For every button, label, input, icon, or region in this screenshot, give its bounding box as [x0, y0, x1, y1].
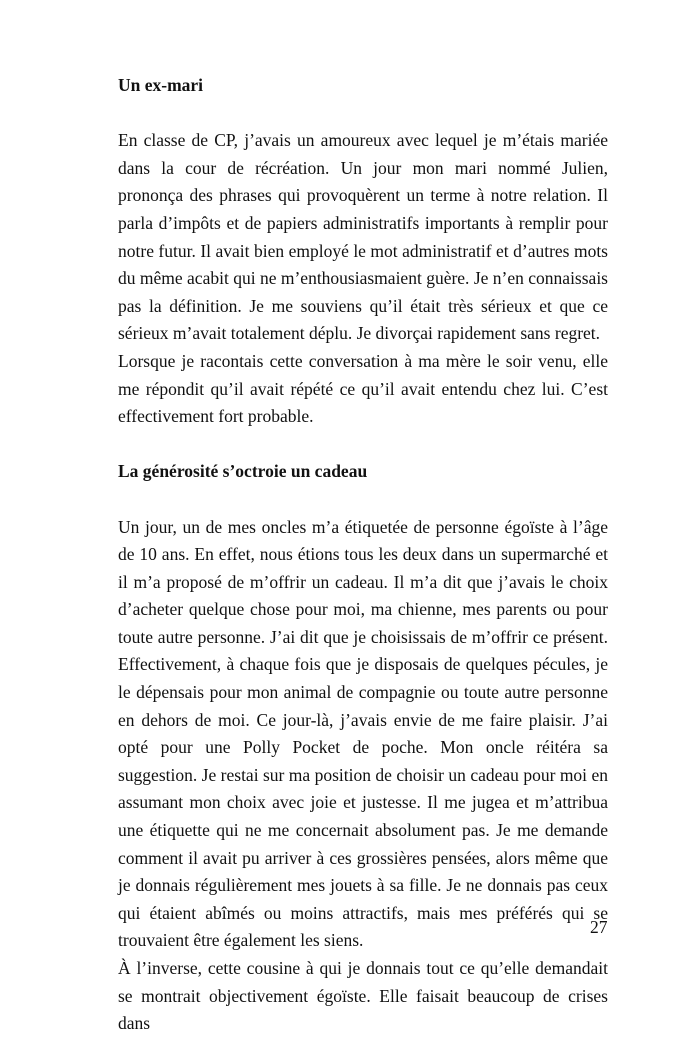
- paragraph: Un jour, un de mes oncles m’a étiquetée de personne égoïste à l’âge de 10 ans. En effet, nous étions tous les deux dans un supermarché et il m’a proposé de m’offrir un cadeau. Il m’a dit que j’avais le choix d’acheter quelque chose pour moi, ma chienne, mes parents ou pour toute autre personne. J’ai dit que je choisissais de m’offrir ce présent. Effectivement, à chaque fois que je disposais de quelques pécules, je le dépensais pour mon animal de compagnie ou toute autre personne en dehors de moi. Ce jour-là, j’avais envie de me faire plaisir. J’ai opté pour une Polly Pocket de poche. Mon oncle réitéra sa suggestion. Je restai sur ma position de choisir un cadeau pour moi en assumant mon choix avec joie et justesse. Il me jugea et m’attribua une étiquette qui ne me concernait absolument pas. Je me demande comment il avait pu arriver à ces grossières pensées, alors même que je donnais régulièrement mes jouets à sa fille. Je ne donnais pas ceux qui étaient abîmés ou moins attractifs, mais mes préférés qui se trouvaient être également les siens.: [118, 516, 608, 951]
- page-number: 27: [590, 917, 608, 937]
- paragraph: En classe de CP, j’avais un amoureux avec lequel je m’étais mariée dans la cour de récréation. Un jour mon mari nommé Julien, prononça des phrases qui provoquèrent un terme à notre relation. Il parla d’impôts et de papiers administratifs importants à remplir pour notre futur. Il avait bien employé le mot administratif et d’autres mots du même acabit qui ne m’enthousiasmaient guère. Je n’en connaissais pas la définition. Je me souviens qu’il était très sérieux et que ce sérieux m’avait totalement déplu. Je divorçai rapidement sans regret.: [118, 130, 608, 344]
- paragraph: À l’inverse, cette cousine à qui je donnais tout ce qu’elle demandait se montrait objectivement égoïste. Elle faisait beaucoup de crises dans: [118, 958, 608, 1034]
- section-title-ex-mari: Un ex-mari: [118, 75, 204, 95]
- page-body: [118, 72, 608, 1038]
- paragraph: Lorsque je racontais cette conversation à ma mère le soir venu, elle me répondit qu’il avait répété ce qu’il avait entendu chez lui. C’est effectivement fort probable.: [118, 350, 608, 427]
- section-title-generosite: La générosité s’octroie un cadeau: [118, 461, 368, 482]
